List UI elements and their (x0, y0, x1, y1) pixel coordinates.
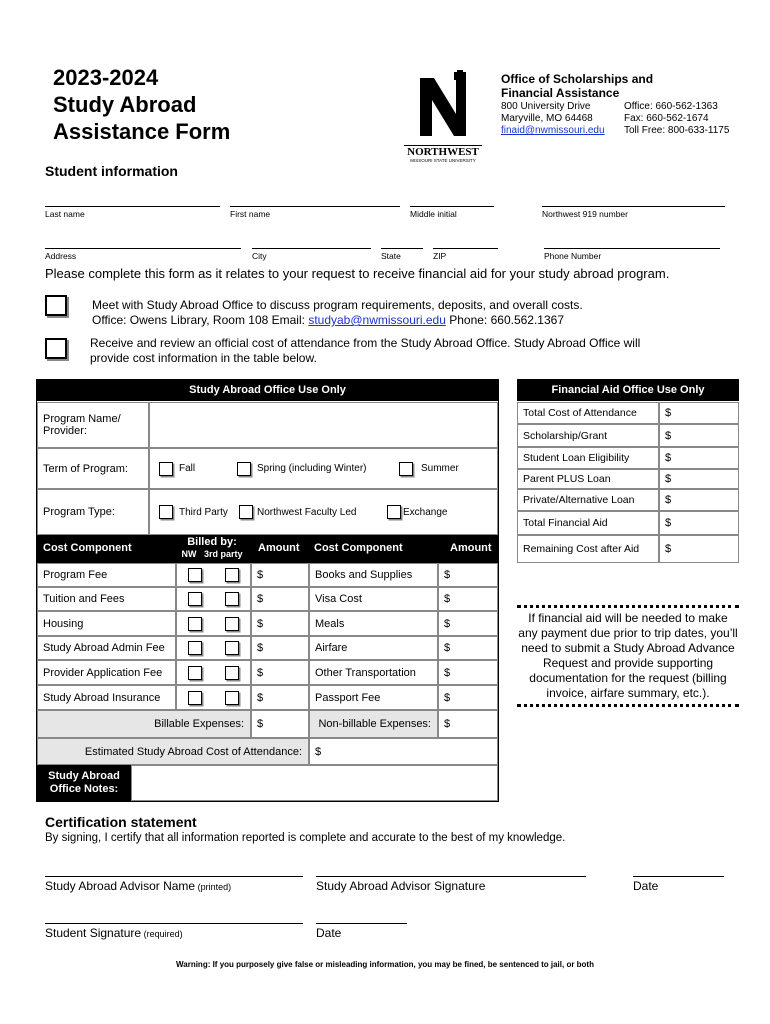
study-abroad-email-link[interactable]: studyab@nwmissouri.edu (308, 313, 446, 327)
fa-row-amount[interactable]: $ (659, 424, 739, 447)
program-type-label: Program Type: (37, 489, 149, 535)
northwest-logo-n-icon (404, 70, 484, 140)
office-notes-label: Study Abroad Office Notes: (37, 765, 131, 801)
program-type-options (149, 489, 498, 535)
fa-row-amount[interactable]: $ (659, 535, 739, 563)
cost-row-amount-2[interactable]: $ (438, 685, 498, 710)
estimated-cost-label: Estimated Study Abroad Cost of Attendance: (37, 738, 309, 765)
city-field[interactable]: City (252, 248, 371, 261)
nonbillable-amount[interactable]: $ (438, 710, 498, 738)
logo-subtext: MISSOURI STATE UNIVERSITY (410, 158, 476, 163)
office-email-link[interactable]: finaid@nwmissouri.edu (501, 125, 605, 136)
billed-nw-checkbox[interactable] (188, 617, 202, 631)
term-label: Term of Program: (37, 448, 149, 489)
cost-row-amount[interactable]: $ (251, 660, 309, 685)
type-exchange-label: Exchange (403, 506, 448, 518)
study-abroad-table-header: Study Abroad Office Use Only (36, 379, 499, 401)
fa-row-amount[interactable]: $ (659, 402, 739, 424)
office-phones: Office: 660-562-1363 Fax: 660-562-1674 Toll Free: 800-633-1175 (624, 101, 730, 136)
cost-row-label: Program Fee (37, 563, 176, 587)
state-field[interactable]: State (381, 248, 423, 261)
nonbillable-label: Non-billable Expenses: (309, 710, 438, 738)
intro-text: Please complete this form as it relates to your request to receive financial aid for your study abroad program. (45, 266, 670, 281)
phone-field[interactable]: Phone Number (544, 248, 720, 261)
cost-row-label: Study Abroad Insurance (37, 685, 176, 710)
billed-third-party-checkbox[interactable] (225, 592, 239, 606)
fa-row-amount[interactable]: $ (659, 469, 739, 489)
fa-row-amount[interactable]: $ (659, 489, 739, 511)
cost-row-amount[interactable]: $ (251, 685, 309, 710)
billed-by-cell (176, 587, 251, 611)
billed-nw-checkbox[interactable] (188, 592, 202, 606)
office-notes-input[interactable] (131, 765, 498, 801)
address-field[interactable]: Address (45, 248, 241, 261)
middle-initial-field[interactable]: Middle initial (410, 206, 494, 219)
first-name-field[interactable]: First name (230, 206, 400, 219)
cost-row-amount[interactable]: $ (251, 611, 309, 636)
cost-row-amount-2[interactable]: $ (438, 563, 498, 587)
billed-third-party-checkbox[interactable] (225, 666, 239, 680)
cost-row-amount-2[interactable]: $ (438, 587, 498, 611)
option-meet-text: Meet with Study Abroad Office to discuss program requirements, deposits, and overall costs. Office: Owens Library, Room 108 Email: studyab@nwmissouri.edu Phone: 660.562.1367 (92, 298, 583, 327)
student-date-field[interactable]: Date (316, 923, 407, 940)
type-exchange-checkbox[interactable] (387, 505, 401, 519)
nw919-field[interactable]: Northwest 919 number (542, 206, 725, 219)
billable-amount[interactable]: $ (251, 710, 309, 738)
program-name-input[interactable] (149, 402, 498, 448)
cost-row-label: Tuition and Fees (37, 587, 176, 611)
cost-row-label-2: Books and Supplies (309, 563, 438, 587)
logo-text: NORTHWEST (404, 145, 482, 158)
billed-by-cell (176, 636, 251, 660)
advisor-date-field[interactable]: Date (633, 876, 724, 893)
advisor-signature-field[interactable]: Study Abroad Advisor Signature (316, 876, 586, 893)
billable-label: Billable Expenses: (37, 710, 251, 738)
office-name: Office of Scholarships and Financial Assistance (501, 72, 654, 100)
cost-row-label-2: Other Transportation (309, 660, 438, 685)
program-name-label: Program Name/ Provider: (37, 402, 149, 448)
cost-row-label: Study Abroad Admin Fee (37, 636, 176, 660)
option-meet-checkbox[interactable] (45, 295, 67, 316)
warning-text: Warning: If you purposely give false or misleading information, you may be fined, be sentenced to jail, or both (176, 960, 594, 969)
fa-row-label: Remaining Cost after Aid (517, 535, 659, 563)
term-spring-checkbox[interactable] (237, 462, 251, 476)
office-address: 800 University Drive Maryville, MO 64468 finaid@nwmissouri.edu (501, 101, 605, 136)
certification-heading: Certification statement (45, 814, 197, 830)
fa-row-amount[interactable]: $ (659, 447, 739, 469)
cost-row-amount[interactable]: $ (251, 636, 309, 660)
billed-by-header: Billed by: NW 3rd party (181, 536, 243, 559)
cost-row-label-2: Passport Fee (309, 685, 438, 710)
cost-row-amount-2[interactable]: $ (438, 660, 498, 685)
term-fall-label: Fall (179, 463, 196, 474)
type-faculty-led-checkbox[interactable] (239, 505, 253, 519)
cost-row-amount[interactable]: $ (251, 563, 309, 587)
billed-nw-checkbox[interactable] (188, 666, 202, 680)
billed-third-party-checkbox[interactable] (225, 691, 239, 705)
billed-third-party-checkbox[interactable] (225, 617, 239, 631)
option-review-checkbox[interactable] (45, 338, 67, 359)
type-third-party-label: Third Party (179, 506, 228, 518)
term-spring-label: Spring (including Winter) (257, 463, 367, 474)
fa-row-amount[interactable]: $ (659, 511, 739, 535)
form-title: 2023-2024 Study Abroad Assistance Form (53, 65, 231, 144)
cost-row-amount[interactable]: $ (251, 587, 309, 611)
cost-row-label-2: Meals (309, 611, 438, 636)
billed-by-cell (176, 563, 251, 587)
student-info-heading: Student information (45, 163, 178, 179)
fa-row-label: Total Financial Aid (517, 511, 659, 535)
fa-row-label: Scholarship/Grant (517, 424, 659, 447)
term-options (149, 448, 498, 489)
fa-row-label: Private/Alternative Loan (517, 489, 659, 511)
term-summer-label: Summer (421, 463, 459, 474)
cost-row-label: Provider Application Fee (37, 660, 176, 685)
cost-row-amount-2[interactable]: $ (438, 611, 498, 636)
last-name-field[interactable]: Last name (45, 206, 220, 219)
option-review-text: Receive and review an official cost of attendance from the Study Abroad Office. Study Abroad Office will provide cost information in the table below. (90, 336, 641, 365)
billed-third-party-checkbox[interactable] (225, 641, 239, 655)
fa-row-label: Total Cost of Attendance (517, 402, 659, 424)
amount-header: Amount (258, 542, 300, 554)
cost-row-label-2: Visa Cost (309, 587, 438, 611)
term-fall-checkbox[interactable] (159, 462, 173, 476)
billed-nw-checkbox[interactable] (188, 691, 202, 705)
certification-text: By signing, I certify that all information reported is complete and accurate to the best of my knowledge. (45, 832, 566, 844)
type-faculty-led-label: Northwest Faculty Led (257, 506, 357, 518)
fa-row-label: Student Loan Eligibility (517, 447, 659, 469)
cost-row-label: Housing (37, 611, 176, 636)
term-summer-checkbox[interactable] (399, 462, 413, 476)
student-signature-field[interactable]: Student Signature (required) (45, 923, 303, 940)
cost-row-amount-2[interactable]: $ (438, 636, 498, 660)
billed-nw-checkbox[interactable] (188, 568, 202, 582)
billed-by-cell (176, 685, 251, 710)
fa-row-label: Parent PLUS Loan (517, 469, 659, 489)
advisor-name-field[interactable]: Study Abroad Advisor Name (printed) (45, 876, 303, 893)
cost-component-header: Cost Component (43, 542, 132, 554)
billed-third-party-checkbox[interactable] (225, 568, 239, 582)
cost-component-header-2: Cost Component (314, 542, 403, 554)
estimated-cost-amount[interactable]: $ (309, 738, 498, 765)
northwest-logo (404, 70, 484, 163)
zip-field[interactable]: ZIP (433, 248, 498, 261)
billed-by-cell (176, 660, 251, 685)
financial-aid-table-header: Financial Aid Office Use Only (517, 379, 739, 401)
billed-by-cell (176, 611, 251, 636)
billed-nw-checkbox[interactable] (188, 641, 202, 655)
financial-aid-note: If financial aid will be needed to make any payment due prior to trip dates, you’ll need to submit a Study Abroad Advance Request and provide supporting documentation for the request (billing invoice, airfare summary, etc.). (517, 605, 739, 707)
cost-row-label-2: Airfare (309, 636, 438, 660)
type-third-party-checkbox[interactable] (159, 505, 173, 519)
amount-header-2: Amount (450, 542, 492, 554)
